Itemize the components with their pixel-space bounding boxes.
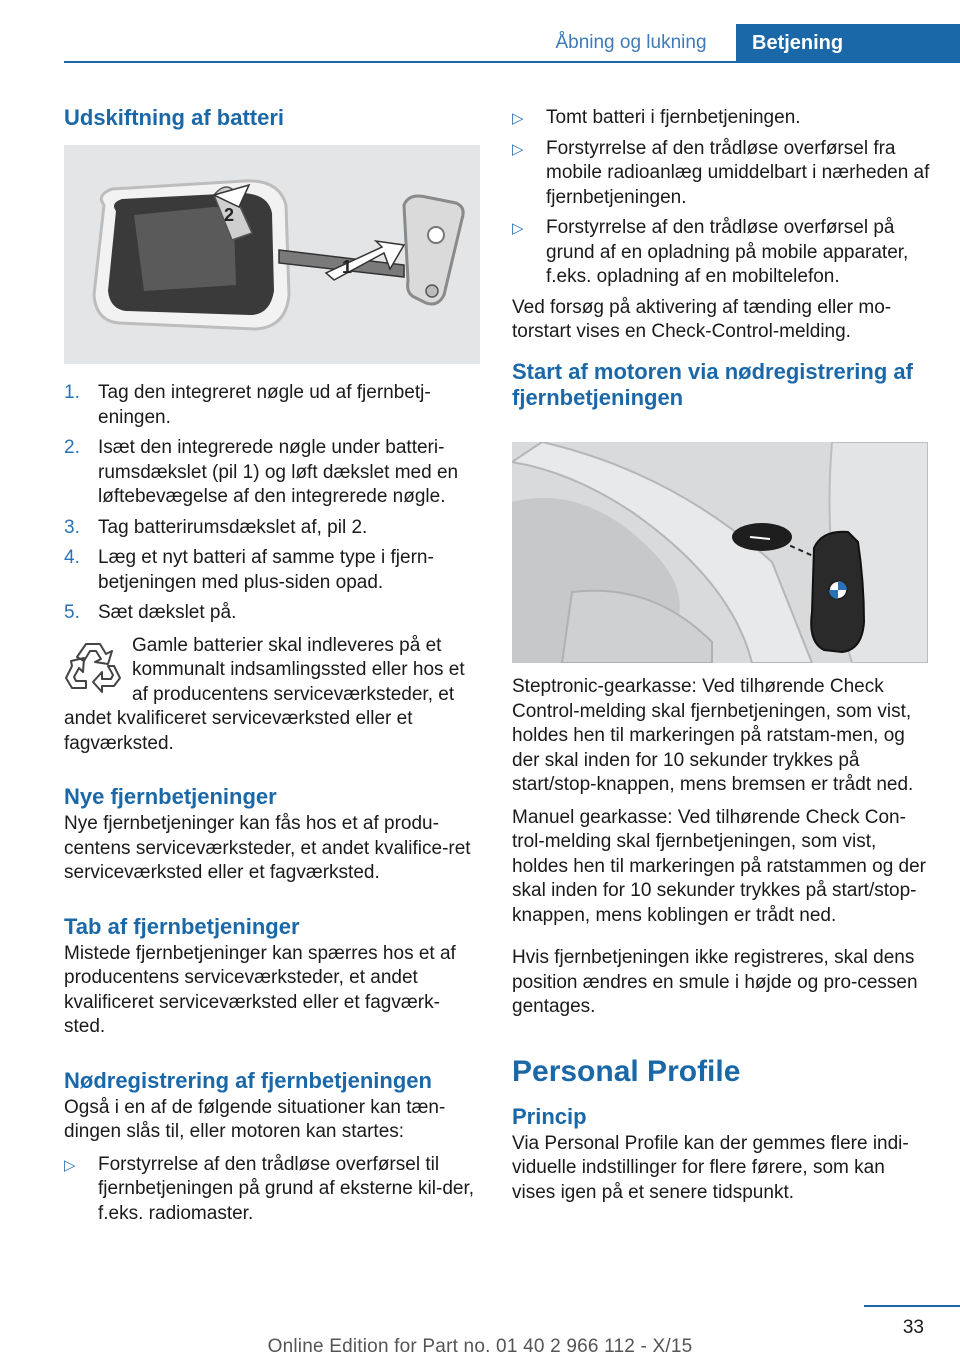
new-remotes-text: Nye fjernbetjeninger kan fås hos et af produ‐centens serviceværksteder, et andet kvalifice‐ret serviceværksted eller et fagværksted. (64, 813, 471, 883)
lost-remotes-heading: Tab af fjernbetjeninger (64, 913, 300, 939)
new-remotes-heading: Nye fjernbetjeninger (64, 784, 277, 809)
emergency-registration-text: Også i en af de følgende situationer kan tæn‐dingen slås til, eller motoren kan startes: (64, 1096, 446, 1142)
header-active-tab[interactable]: Betjening (736, 24, 960, 63)
emergency-bullets (64, 1153, 480, 1227)
footer-rule (864, 1305, 960, 1307)
header-rule (64, 61, 960, 63)
step-item: 1. Tag den integreret nøgle ud af fjernbetj‐eningen. (64, 382, 431, 428)
step-item: 2. Isæt den integrerede nøgle under batteri‐rumsdækslet (pil 1) og løft dækslet med en løftebevægelse af den integrerede nøgle. (64, 437, 459, 507)
list-item: ▷ Forstyrrelse af den trådløse overførsel fra mobile radioanlæg umiddelbart i nærheden af fjernbetjeningen. (512, 137, 930, 208)
list-item: ▷ Forstyrrelse af den trådløse overførsel på grund af en opladning på mobile apparater, f.eks. opladning af en mobiltelefon. (512, 217, 909, 287)
battery-heading: Udskiftning af batteri (64, 105, 285, 130)
page-number: 33 (902, 1317, 924, 1338)
step-item: 3. Tag batterirumsdækslet af, pil 2. (64, 516, 368, 538)
engine-start-heading: Start af motoren via nødregistrering af fjernbetjeningen (512, 358, 913, 410)
principle-heading: Princip (512, 1103, 587, 1129)
battery-replacement-figure (64, 145, 480, 364)
steering-column-illustration (512, 442, 928, 663)
triangle-bullet-icon: ▷ (512, 140, 524, 158)
battery-steps-list (64, 381, 480, 626)
not-registered-text: Hvis fjernbetjeningen ikke registreres, skal dens position ændres en smule i højde og pro‐cessen gentages. (512, 947, 918, 1017)
recycle-icon (64, 638, 122, 694)
lost-remotes-text: Mistede fjernbetjeninger kan spærres hos et af producentens serviceværksteder, et andet kvalificeret serviceværksted eller et fagværk‐sted. (64, 942, 456, 1037)
triangle-bullet-icon: ▷ (64, 1156, 76, 1174)
list-item: ▷ Forstyrrelse af den trådløse overførsel til fjernbetjeningen på grund af eksterne kil‐der, f.eks. radiomaster. (64, 1153, 475, 1224)
steering-column-figure (512, 442, 928, 663)
ignition-text: Ved forsøg på aktivering af tænding eller mo‐torstart vises en Check-Control-melding. (512, 296, 892, 342)
header-section-tab[interactable]: Åbning og lukning (555, 32, 707, 53)
manual-gearbox-text: Manuel gearkasse: Ved tilhørende Check Con‐trol-melding skal fjernbetjeningen, som vist, holdes hen til markeringen på ratstammen og der skal inden for 10 sekunder trykkes på start/stop-knappen, mens koblingen er trådt ned. (512, 806, 927, 926)
emergency-registration-heading: Nødregistrering af fjernbetjeningen (64, 1067, 432, 1093)
step-item: 5. Sæt dækslet på. (64, 602, 237, 623)
key-fob-illustration (64, 145, 480, 364)
edition-note: Online Edition for Part no. 01 40 2 966 112 - X/15 (267, 1336, 693, 1357)
arrow-1-label: 1 (342, 257, 353, 277)
recycle-note: Gamle batterier skal indleveres på et kommunalt indsamlingssted eller hos et af producentens serviceværksteder, et andet kvalificeret serviceværksted eller et fagværksted. (64, 634, 465, 754)
steptronic-text: Steptronic-gearkasse: Ved tilhørende Check Control-melding skal fjernbetjeningen, som vist, holdes hen til markeringen på ratstam‐men, og der skal inden for 10 sekunder trykkes på start/stop-knappen, mens bremsen er trådt ned. (512, 676, 914, 795)
principle-text: Via Personal Profile kan der gemmes flere indi‐viduelle indstillinger for flere førere, som kan vises igen på et senere tidspunkt. (512, 1132, 909, 1203)
triangle-bullet-icon: ▷ (512, 110, 524, 127)
personal-profile-heading: Personal Profile (512, 1054, 741, 1088)
arrow-2-label: 2 (224, 205, 235, 225)
triangle-bullet-icon: ▷ (512, 220, 524, 237)
list-item: ▷ Tomt batteri i fjernbetjeningen. (512, 106, 930, 131)
step-item: 4. Læg et nyt batteri af samme type i fjern‐betjeningen med plus-siden opad. (64, 547, 434, 593)
interference-bullets (512, 106, 930, 290)
